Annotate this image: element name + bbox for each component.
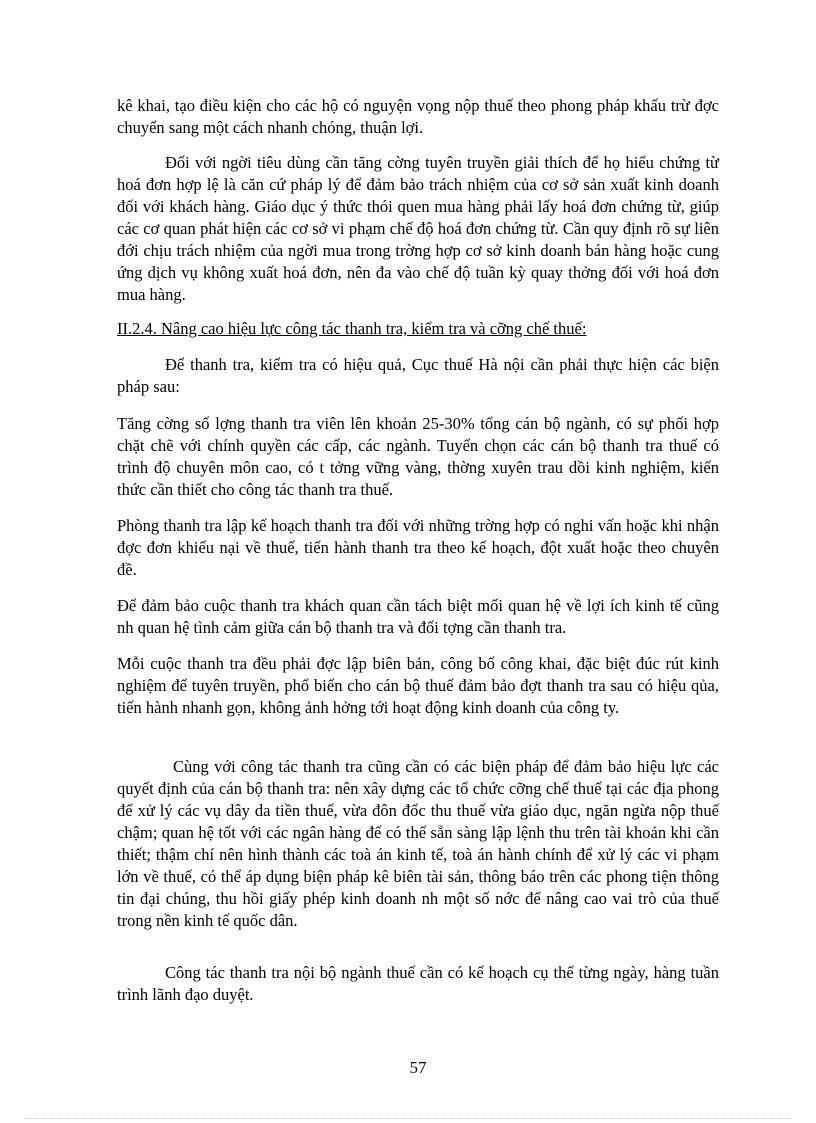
- body-paragraph: Phòng thanh tra lập kế hoạch thanh tra đối với những trờng hợp có nghi vấn hoặc khi nhận đợc đơn khiếu nại về thuế, tiến hành thanh tra theo kế hoạch, đột xuất hoặc theo chuyên đề.: [117, 516, 719, 579]
- page-bottom-divider: [24, 1118, 792, 1119]
- body-paragraph: Tăng cờng số lợng thanh tra viên lên khoản 25-30% tổng cán bộ ngành, có sự phối hợp chặt chẽ với chính quyền các cấp, các ngành. Tuyển chọn các cán bộ thanh tra thuế có trình độ chuyên môn cao, có t tởng vững vàng, thờng xuyên trau dồi kinh nghiệm, kiến thức cần thiết cho công tác thanh tra thuế.: [117, 414, 719, 499]
- page-number: 57: [409, 1058, 427, 1077]
- section-heading: II.2.4. Nâng cao hiệu lực công tác thanh tra, kiểm tra và cỡng chế thuế:: [117, 319, 587, 338]
- body-paragraph: Mỗi cuộc thanh tra đều phải đợc lập biên bản, công bố công khai, đặc biệt đúc rút kinh nghiệm để tuyên truyền, phổ biến cho cán bộ thuế đảm bảo đợt thanh tra sau có hiệu qủa, tiến hành nhanh gọn, không ảnh hởng tới hoạt động kinh doanh của công ty.: [117, 654, 719, 717]
- body-paragraph: Đối với ngời tiêu dùng cần tăng cờng tuyên truyền giải thích để họ hiểu chứng từ hoá đơn hợp lệ là căn cứ pháp lý để đảm bảo trách nhiệm của cơ sở sản xuất kinh doanh đối với khách hàng. Giáo dục ý thức thói quen mua hàng phải lấy hoá đơn chứng từ, giúp các cơ quan phát hiện các cơ sở vi phạm chế độ hoá đơn chứng từ. Cần quy định rõ sự liên đới chịu trách nhiệm của ngời mua trong trờng hợp cơ sở kinh doanh bán hàng hoặc cung ứng dịch vụ không xuất hoá đơn, nên đa vào chế độ tuần kỳ quay thởng đối với hoá đơn mua hàng.: [117, 153, 719, 304]
- body-paragraph: Công tác thanh tra nội bộ ngành thuế cần có kế hoạch cụ thể từng ngày, hàng tuần trình lãnh đạo duyệt.: [117, 963, 719, 1004]
- body-paragraph: kê khai, tạo điều kiện cho các hộ có nguyện vọng nộp thuế theo phong pháp khấu trừ đợc chuyển sang một cách nhanh chóng, thuận lợi.: [117, 96, 719, 137]
- body-paragraph: Cùng với công tác thanh tra cũng cần có các biện pháp để đảm bảo hiệu lực các quyết định của cán bộ thanh tra: nên xây dựng các tổ chức cỡng chế thuế tại các địa phong để xử lý các vụ dây da tiền thuế, vừa đôn đốc thu thuế vừa giáo dục, ngăn ngừa nộp thuế chậm; quan hệ tốt với các ngân hàng để có thể sẵn sàng lập lệnh thu trên tài khoản khi cần thiết; thậm chí nên hình thành các toà án kinh tế, toà án hành chính để xử lý các vi phạm lớn về thuế, có thể áp dụng biện pháp kê biên tài sản, thông báo trên các phong tiện thông tin đại chúng, thu hồi giấy phép kinh doanh nh một số nớc để nâng cao vai trò của thuế trong nền kinh tế quốc dân.: [117, 757, 719, 930]
- body-paragraph: Để thanh tra, kiểm tra có hiệu quả, Cục thuế Hà nội cần phải thực hiện các biện pháp sau:: [117, 355, 719, 396]
- body-paragraph: Để đảm bảo cuộc thanh tra khách quan cần tách biệt mối quan hệ về lợi ích kinh tế cũng nh quan hệ tình cảm giữa cán bộ thanh tra và đối tợng cần thanh tra.: [117, 596, 719, 637]
